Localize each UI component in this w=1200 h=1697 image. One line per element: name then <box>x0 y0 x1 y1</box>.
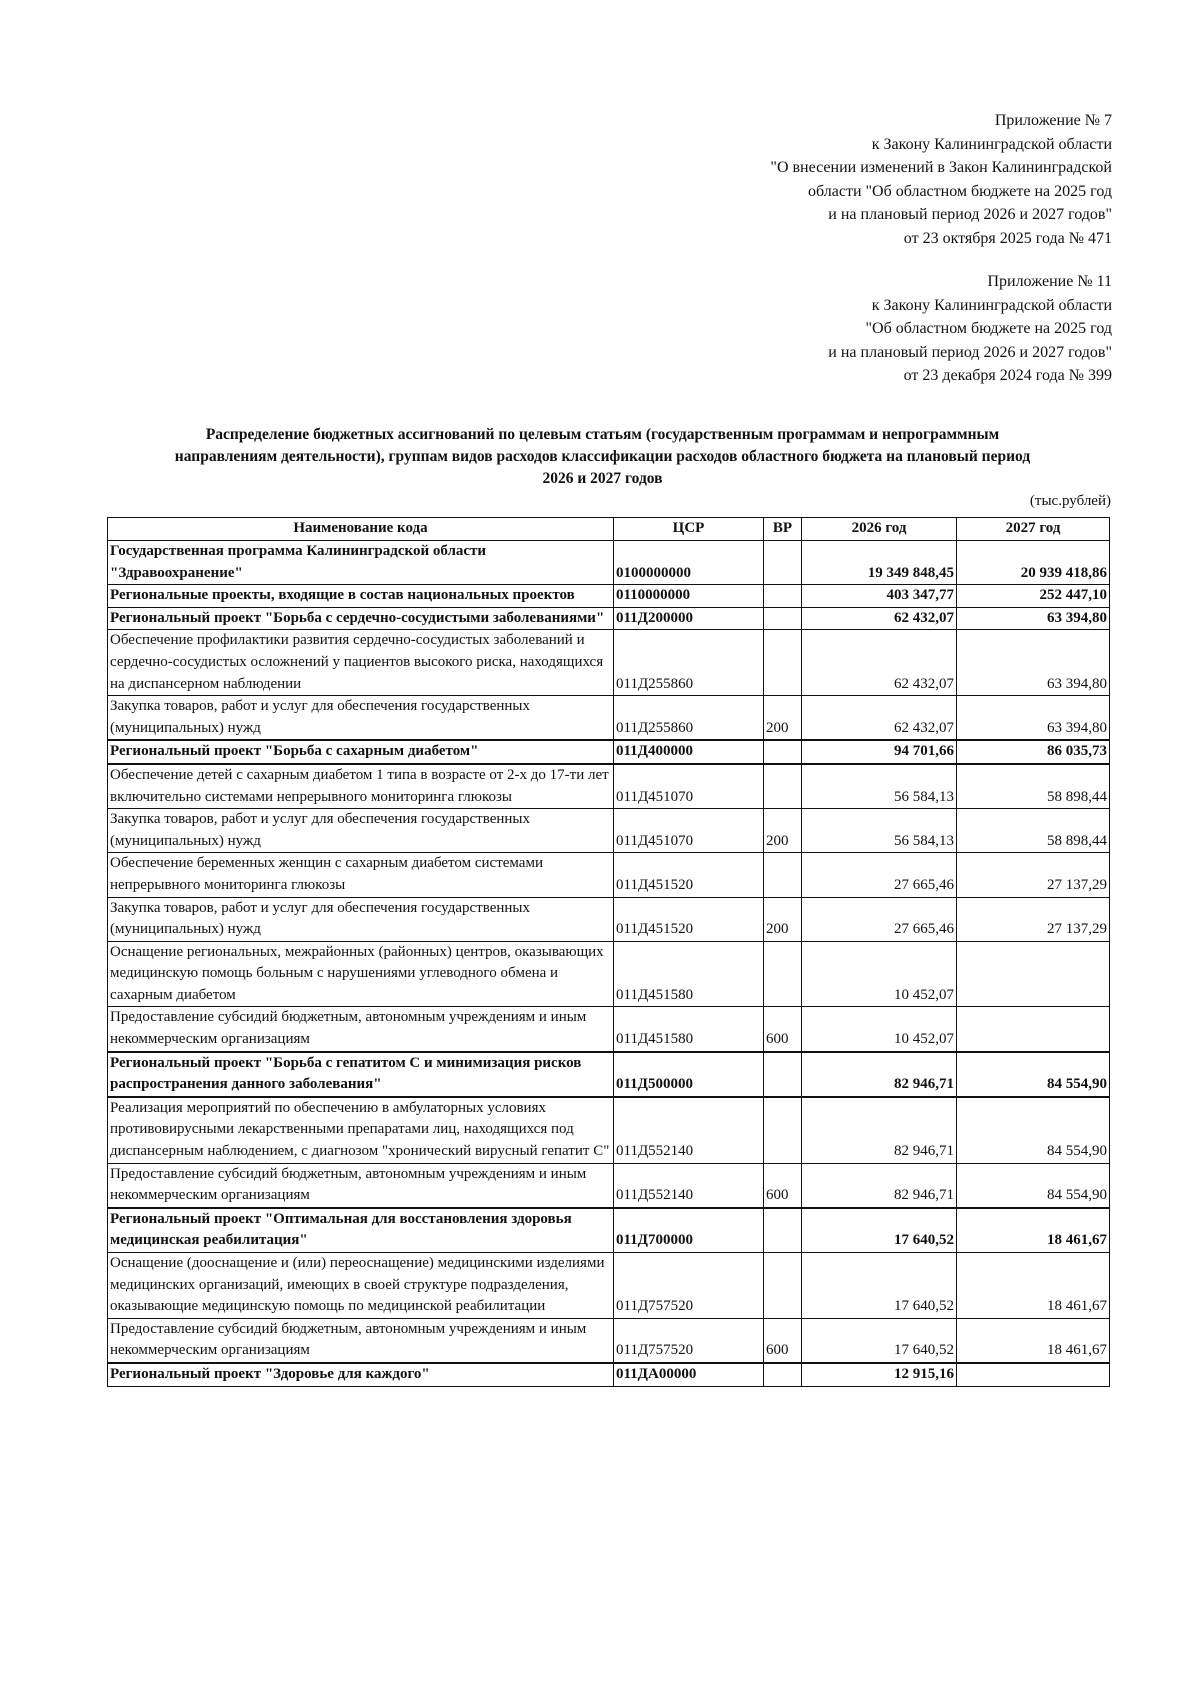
cell-2027: 86 035,73 <box>957 740 1110 764</box>
table-row <box>108 1318 1110 1363</box>
annex-7-line: области "Об областном бюджете на 2025 год <box>808 182 1112 200</box>
cell-vr: 600 <box>764 1007 802 1052</box>
cell-name: Предоставление субсидий бюджетным, автономным учреждениям и иным некоммерческим организациям <box>108 1007 614 1052</box>
table-row <box>108 607 1110 630</box>
budget-table <box>107 517 1110 1387</box>
cell-2027: 252 447,10 <box>957 585 1110 608</box>
cell-2026: 27 665,46 <box>802 853 957 897</box>
cell-2027: 84 554,90 <box>957 1163 1110 1208</box>
cell-name: Реализация мероприятий по обеспечению в амбулаторных условиях противовирусными лекарственными препаратами лиц, находящихся под диспансерным наблюдением, с диагнозом "хронический вирусный гепатит С" <box>108 1097 614 1163</box>
cell-csr: 011Д400000 <box>614 740 764 764</box>
table-row <box>108 585 1110 608</box>
table-row <box>108 897 1110 941</box>
cell-csr: 011Д200000 <box>614 607 764 630</box>
cell-2027: 18 461,67 <box>957 1208 1110 1253</box>
cell-name: Закупка товаров, работ и услуг для обеспечения государственных (муниципальных) нужд <box>108 809 614 853</box>
cell-2027: 63 394,80 <box>957 630 1110 696</box>
cell-2026: 82 946,71 <box>802 1052 957 1097</box>
cell-vr <box>764 853 802 897</box>
cell-vr <box>764 630 802 696</box>
cell-name: Оснащение (дооснащение и (или) переоснащение) медицинскими изделиями медицинских организаций, имеющих в своей структуре подразделения, оказывающие медицинскую помощь по медицинской реабилитации <box>108 1253 614 1319</box>
cell-2027: 18 461,67 <box>957 1253 1110 1319</box>
annex-11-line: "Об областном бюджете на 2025 год <box>865 320 1112 337</box>
cell-name: Закупка товаров, работ и услуг для обеспечения государственных (муниципальных) нужд <box>108 897 614 941</box>
cell-2027: 84 554,90 <box>957 1097 1110 1163</box>
cell-vr: 200 <box>764 809 802 853</box>
title-line: Распределение бюджетных ассигнований по целевым статьям (государственным программам и непрограммным <box>205 426 1000 443</box>
cell-csr: 0110000000 <box>614 585 764 608</box>
cell-name: Оснащение региональных, межрайонных (районных) центров, оказывающих медицинскую помощь больным с нарушениями углеводного обмена и сахарным диабетом <box>108 941 614 1007</box>
header-vr: ВР <box>764 518 802 541</box>
cell-2026: 62 432,07 <box>802 696 957 741</box>
table-row <box>108 1097 1110 1163</box>
cell-2027: 20 939 418,86 <box>957 541 1110 585</box>
cell-csr: 011Д451580 <box>614 941 764 1007</box>
table-row <box>108 1163 1110 1208</box>
cell-2026: 82 946,71 <box>802 1097 957 1163</box>
table-row <box>108 1052 1110 1097</box>
cell-csr: 011Д451580 <box>614 1007 764 1052</box>
table-header-row <box>108 518 1110 541</box>
header-2026: 2026 год <box>802 518 957 541</box>
cell-name: Закупка товаров, работ и услуг для обеспечения государственных (муниципальных) нужд <box>108 696 614 741</box>
cell-2026: 62 432,07 <box>802 630 957 696</box>
cell-csr: 011Д451070 <box>614 764 764 809</box>
annex-7-line: и на плановый период 2026 и 2027 годов" <box>828 206 1112 223</box>
title-line: направлениям деятельности), группам видов расходов классификации расходов областного бюджета на плановый период <box>174 448 1031 465</box>
cell-2026: 56 584,13 <box>802 764 957 809</box>
annex-11-line: к Закону Калининградской области <box>871 296 1112 314</box>
cell-csr: 011Д700000 <box>614 1208 764 1253</box>
cell-2026: 62 432,07 <box>802 607 957 630</box>
cell-csr: 011Д500000 <box>614 1052 764 1097</box>
table-row <box>108 853 1110 897</box>
cell-vr: 200 <box>764 696 802 741</box>
table-row <box>108 764 1110 809</box>
cell-vr <box>764 607 802 630</box>
cell-2026: 10 452,07 <box>802 941 957 1007</box>
cell-2026: 56 584,13 <box>802 809 957 853</box>
table-row <box>108 696 1110 741</box>
cell-2026: 82 946,71 <box>802 1163 957 1208</box>
cell-name: Региональный проект "Борьба с сахарным диабетом" <box>108 740 614 764</box>
cell-2027: 63 394,80 <box>957 696 1110 741</box>
cell-2026: 94 701,66 <box>802 740 957 764</box>
cell-vr <box>764 740 802 764</box>
cell-name: Региональные проекты, входящие в состав национальных проектов <box>108 585 614 608</box>
cell-2027 <box>957 1363 1110 1386</box>
annex-7-line: "О внесении изменений в Закон Калининградской <box>770 159 1112 176</box>
table-row <box>108 630 1110 696</box>
cell-2027 <box>957 1007 1110 1052</box>
annex-11-line: от 23 декабря 2024 года № 399 <box>903 367 1112 384</box>
cell-vr <box>764 1253 802 1319</box>
annex-7-line: к Закону Калининградской области <box>871 135 1112 153</box>
cell-2027: 58 898,44 <box>957 764 1110 809</box>
table-row <box>108 1253 1110 1319</box>
header-name: Наименование кода <box>108 518 614 541</box>
cell-2027: 18 461,67 <box>957 1318 1110 1363</box>
table-row <box>108 740 1110 764</box>
annex-7-line: от 23 октября 2025 года № 471 <box>903 229 1112 247</box>
cell-csr: 011Д451520 <box>614 853 764 897</box>
cell-name: Предоставление субсидий бюджетным, автономным учреждениям и иным некоммерческим организациям <box>108 1163 614 1208</box>
cell-vr <box>764 541 802 585</box>
cell-2026: 27 665,46 <box>802 897 957 941</box>
table-row <box>108 809 1110 853</box>
table-row <box>108 941 1110 1007</box>
cell-csr: 0100000000 <box>614 541 764 585</box>
cell-name: Региональный проект "Оптимальная для восстановления здоровья медицинская реабилитация" <box>108 1208 614 1253</box>
cell-vr <box>764 1208 802 1253</box>
cell-name: Обеспечение детей с сахарным диабетом 1 типа в возрасте от 2-х до 17-ти лет включительно системами непрерывного мониторинга глюкозы <box>108 764 614 809</box>
cell-2026: 17 640,52 <box>802 1253 957 1319</box>
cell-2026: 12 915,16 <box>802 1363 957 1386</box>
cell-csr: 011Д757520 <box>614 1318 764 1363</box>
cell-csr: 011Д552140 <box>614 1163 764 1208</box>
units-label: (тыс.рублей) <box>1029 493 1111 509</box>
table-row <box>108 1208 1110 1253</box>
annex-11-line: Приложение № 11 <box>987 273 1112 290</box>
annex-11-line: и на плановый период 2026 и 2027 годов" <box>828 343 1112 361</box>
table-body <box>108 541 1110 1387</box>
cell-2026: 403 347,77 <box>802 585 957 608</box>
table-row <box>108 541 1110 585</box>
cell-2026: 10 452,07 <box>802 1007 957 1052</box>
cell-name: Обеспечение беременных женщин с сахарным диабетом системами непрерывного мониторинга глюкозы <box>108 853 614 897</box>
table-row <box>108 1363 1110 1386</box>
header-csr: ЦСР <box>614 518 764 541</box>
cell-2027: 27 137,29 <box>957 897 1110 941</box>
cell-2027: 58 898,44 <box>957 809 1110 853</box>
cell-name: Региональный проект "Борьба с гепатитом С и минимизация рисков распространения данного заболевания" <box>108 1052 614 1097</box>
cell-2027 <box>957 941 1110 1007</box>
cell-vr <box>764 941 802 1007</box>
cell-name: Обеспечение профилактики развития сердечно-сосудистых заболеваний и сердечно-сосудистых осложнений у пациентов высокого риска, находящихся на диспансерном наблюдении <box>108 630 614 696</box>
annex-7-header <box>770 109 1112 250</box>
cell-2026: 19 349 848,45 <box>802 541 957 585</box>
cell-vr: 600 <box>764 1318 802 1363</box>
cell-2026: 17 640,52 <box>802 1208 957 1253</box>
cell-2027: 27 137,29 <box>957 853 1110 897</box>
annex-11-header <box>828 270 1112 388</box>
annex-7-line: Приложение № 7 <box>994 112 1112 129</box>
cell-vr <box>764 1052 802 1097</box>
cell-csr: 011Д255860 <box>614 696 764 741</box>
cell-vr <box>764 585 802 608</box>
title-line: 2026 и 2027 годов <box>542 470 663 487</box>
cell-name: Предоставление субсидий бюджетным, автономным учреждениям и иным некоммерческим организациям <box>108 1318 614 1363</box>
table-row <box>108 1007 1110 1052</box>
cell-name: Государственная программа Калининградской области "Здравоохранение" <box>108 541 614 585</box>
cell-2027: 84 554,90 <box>957 1052 1110 1097</box>
cell-csr: 011Д552140 <box>614 1097 764 1163</box>
cell-csr: 011Д451070 <box>614 809 764 853</box>
cell-csr: 011Д757520 <box>614 1253 764 1319</box>
cell-2026: 17 640,52 <box>802 1318 957 1363</box>
cell-csr: 011Д451520 <box>614 897 764 941</box>
cell-vr: 600 <box>764 1163 802 1208</box>
cell-vr <box>764 1363 802 1386</box>
cell-name: Региональный проект "Здоровье для каждого" <box>108 1363 614 1386</box>
document-title <box>100 424 1105 490</box>
cell-2027: 63 394,80 <box>957 607 1110 630</box>
cell-vr: 200 <box>764 897 802 941</box>
header-2027: 2027 год <box>957 518 1110 541</box>
cell-name: Региональный проект "Борьба с сердечно-сосудистыми заболеваниями" <box>108 607 614 630</box>
cell-csr: 011Д255860 <box>614 630 764 696</box>
cell-csr: 011ДА00000 <box>614 1363 764 1386</box>
cell-vr <box>764 764 802 809</box>
cell-vr <box>764 1097 802 1163</box>
